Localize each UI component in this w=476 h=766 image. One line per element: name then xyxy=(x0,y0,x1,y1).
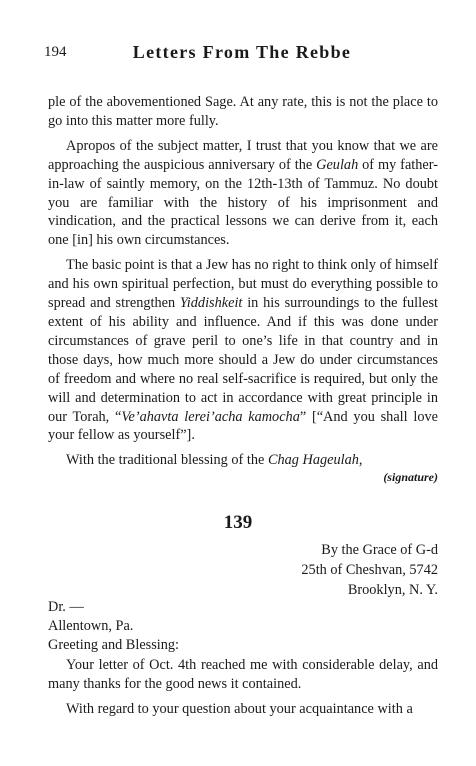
paragraph-3 xyxy=(48,256,438,445)
letter-139-paragraph-1: Your letter of Oct. 4th reached me with considerable delay, and many thanks for the good news it contained. xyxy=(48,657,438,692)
address-block xyxy=(48,598,179,655)
signature: (signature) xyxy=(383,470,438,485)
letter-number: 139 xyxy=(223,512,253,533)
letter-139-body xyxy=(48,656,438,719)
dateline-line-3: Brooklyn, N. Y. xyxy=(347,582,438,598)
paragraph-3-text-c: ” [“And you shall love your fellow as yourself”]. xyxy=(48,408,438,444)
recipient-name: Dr. — xyxy=(48,599,84,615)
paragraph-2 xyxy=(48,137,438,250)
letter-139-paragraph-2: With regard to your question about your acquaintance with a xyxy=(66,700,413,717)
recipient-location: Allentown, Pa. xyxy=(48,618,134,634)
dateline-line-2: 25th of Cheshvan, 5742 xyxy=(301,562,438,578)
letter-continuation xyxy=(48,93,438,487)
chag-hageulah-term: Chag Hageulah, xyxy=(267,452,363,469)
closing-blessing-text: With the traditional blessing of the xyxy=(66,452,268,469)
running-head xyxy=(44,42,440,66)
paragraph-2-text-b: of my father-in-law of saintly memory, on the 12th-13th of Tammuz. No doubt you are familiar with the history of his imprisonment and vindication, and the practical lessons we can derive from it, each one [in] his own circumstances. xyxy=(48,156,438,249)
geulah-term: Geulah xyxy=(316,156,359,173)
dateline xyxy=(301,540,438,600)
dateline-line-1: By the Grace of G-d xyxy=(321,542,438,558)
salutation: Greeting and Blessing: xyxy=(48,637,180,653)
paragraph-1: ple of the abovementioned Sage. At any rate, this is not the place to go into this matter more fully. xyxy=(48,94,438,129)
book-title: Letters From The Rebbe xyxy=(132,42,352,62)
paragraph-2-text-a: Apropos of the subject matter, I trust that you know that we are approaching the auspicious anniversary of the xyxy=(48,137,438,173)
page-number: 194 xyxy=(44,44,67,60)
paragraph-3-text-b: in his surroundings to the fullest extent of his ability and influence. And if this was done under circumstances of grave peril to one’s life in that country and in those days, how much more should a Jew do under circumstances of freedom and where no real self-sacrifice is required, but only the will and determination to act in accordance with great principle in our Torah, “ xyxy=(48,295,439,425)
torah-quote: Ve’ahavta lerei’acha kamocha xyxy=(121,408,300,425)
paragraph-3-text-a: The basic point is that a Jew has no right to think only of himself and his own spiritual perfection, but must do everything possible to spread and strengthen xyxy=(48,257,438,312)
yiddishkeit-term: Yiddishkeit xyxy=(179,295,243,312)
